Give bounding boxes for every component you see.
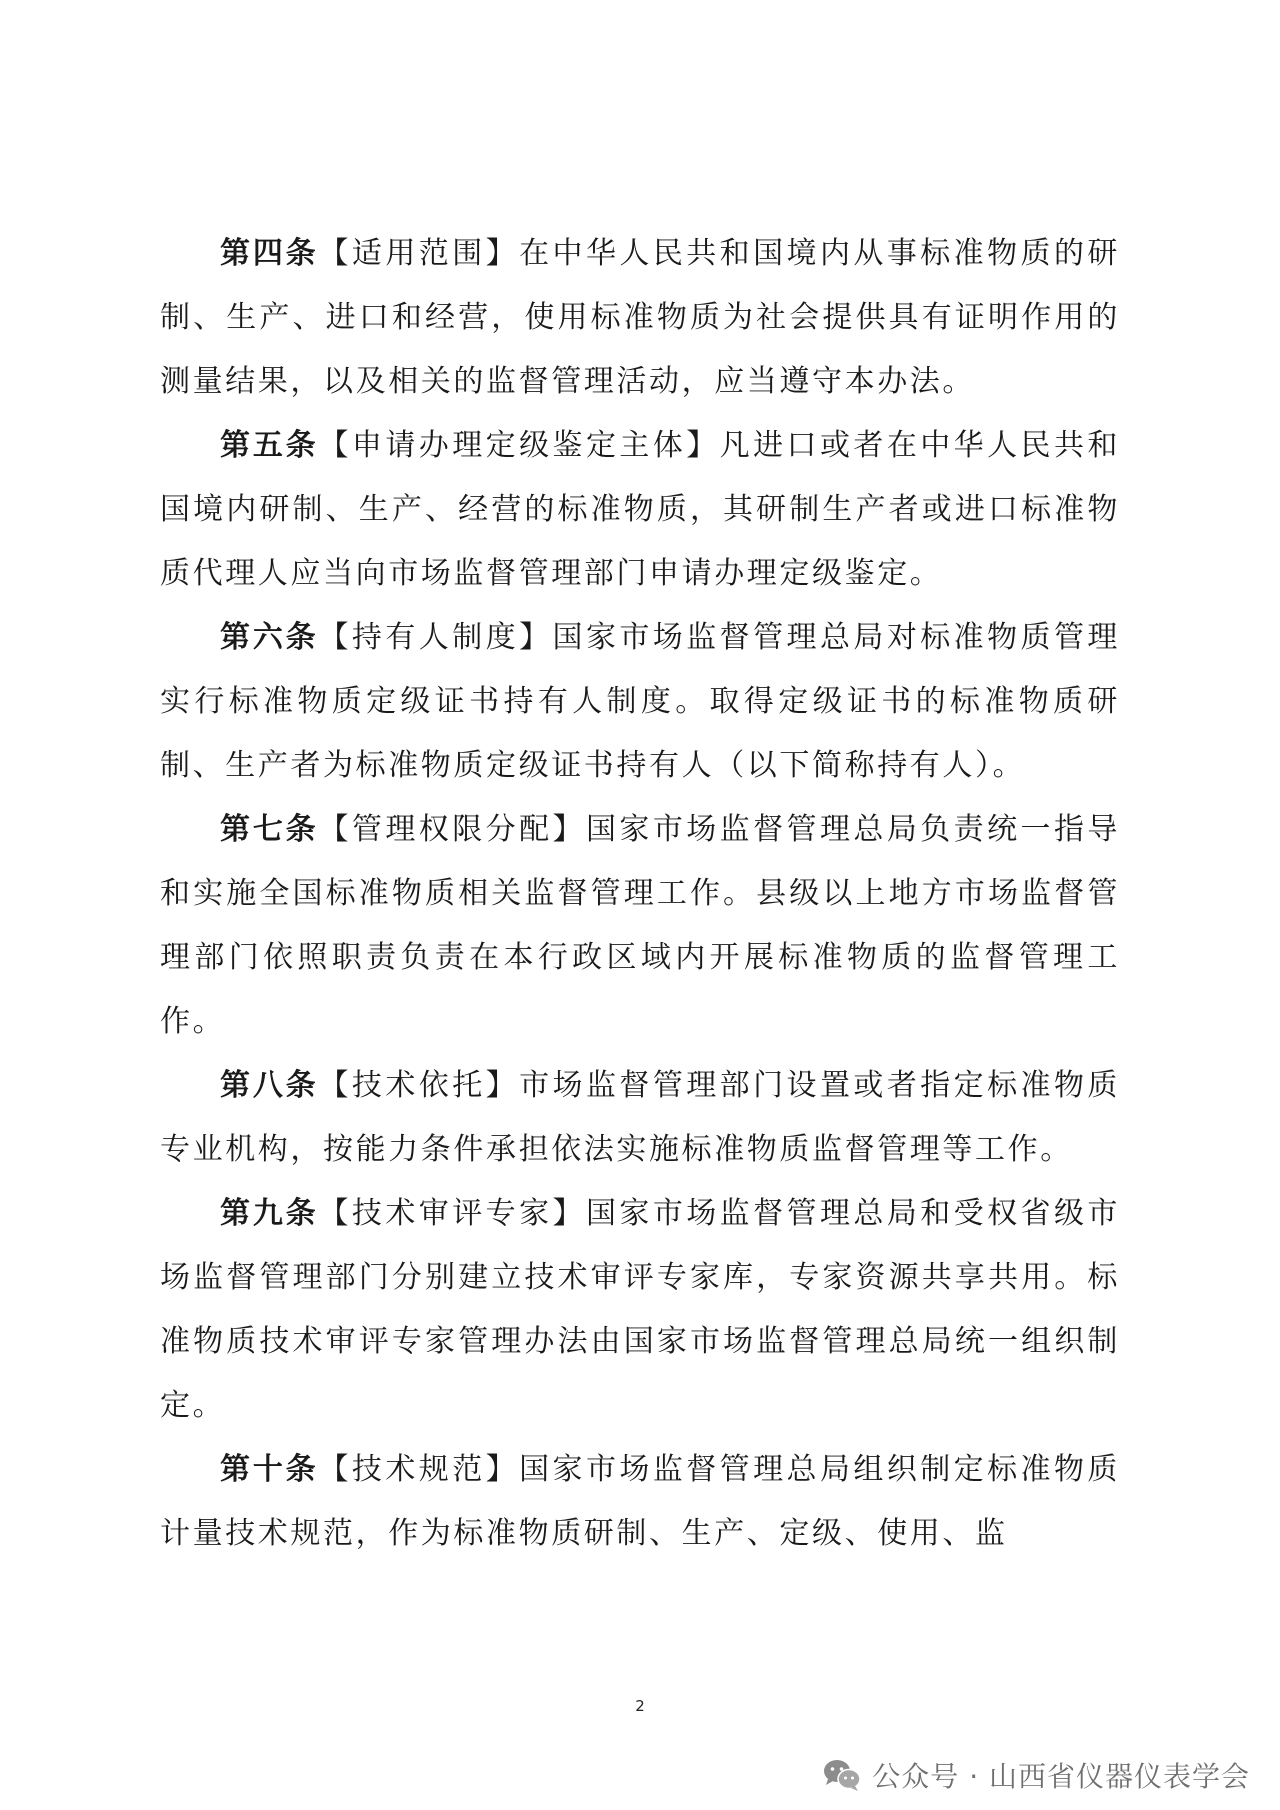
page-number: 2: [635, 1697, 645, 1715]
article-6: [160, 606, 1120, 798]
article-9: [160, 1182, 1120, 1438]
article-number: 第七条: [220, 812, 319, 847]
article-number: 第十条: [220, 1452, 319, 1487]
document-body: [160, 222, 1120, 1566]
article-4: [160, 222, 1120, 414]
article-number: 第四条: [220, 236, 319, 271]
article-title: 【适用范围】: [318, 236, 520, 271]
article-title: 【申请办理定级鉴定主体】: [318, 428, 720, 463]
article-number: 第六条: [220, 620, 319, 655]
article-title: 【技术审评专家】: [318, 1196, 586, 1231]
article-10: [160, 1438, 1120, 1566]
article-title: 【管理权限分配】: [318, 812, 586, 847]
article-body: 国家市场监督管理总局和受权省级市场监督管理部门分别建立技术审评专家库，专家资源共享共用。标准物质技术审评专家管理办法由国家市场监督管理总局统一组织制定。: [160, 1196, 1121, 1423]
article-title: 【技术依托】: [318, 1068, 520, 1103]
article-body: 国家市场监督管理总局对标准物质管理实行标准物质定级证书持有人制度。取得定级证书的标准物质研制、生产者为标准物质定级证书持有人（以下简称持有人）。: [160, 620, 1121, 783]
article-body: 凡进口或者在中华人民共和国境内研制、生产、经营的标准物质，其研制生产者或进口标准物质代理人应当向市场监督管理部门申请办理定级鉴定。: [160, 428, 1121, 591]
article-7: [160, 798, 1120, 1054]
article-body: 国家市场监督管理总局负责统一指导和实施全国标准物质相关监督管理工作。县级以上地方市场监督管理部门依照职责负责在本行政区域内开展标准物质的监督管理工作。: [160, 812, 1121, 1039]
article-number: 第八条: [220, 1068, 319, 1103]
article-number: 第九条: [220, 1196, 319, 1231]
watermark: [822, 1755, 1250, 1795]
article-body: 在中华人民共和国境内从事标准物质的研制、生产、进口和经营，使用标准物质为社会提供具有证明作用的测量结果，以及相关的监督管理活动，应当遵守本办法。: [160, 236, 1121, 399]
article-number: 第五条: [220, 428, 319, 463]
wechat-icon: [822, 1758, 862, 1792]
article-body: 市场监督管理部门设置或者指定标准物质专业机构，按能力条件承担依法实施标准物质监督管理等工作。: [160, 1068, 1121, 1167]
article-5: [160, 414, 1120, 606]
article-body: 国家市场监督管理总局组织制定标准物质计量技术规范，作为标准物质研制、生产、定级、使用、监: [160, 1452, 1121, 1551]
watermark-text: 公众号 · 山西省仪器仪表学会: [872, 1760, 1250, 1793]
article-8: [160, 1054, 1120, 1182]
article-title: 【持有人制度】: [318, 620, 553, 655]
article-title: 【技术规范】: [318, 1452, 520, 1487]
